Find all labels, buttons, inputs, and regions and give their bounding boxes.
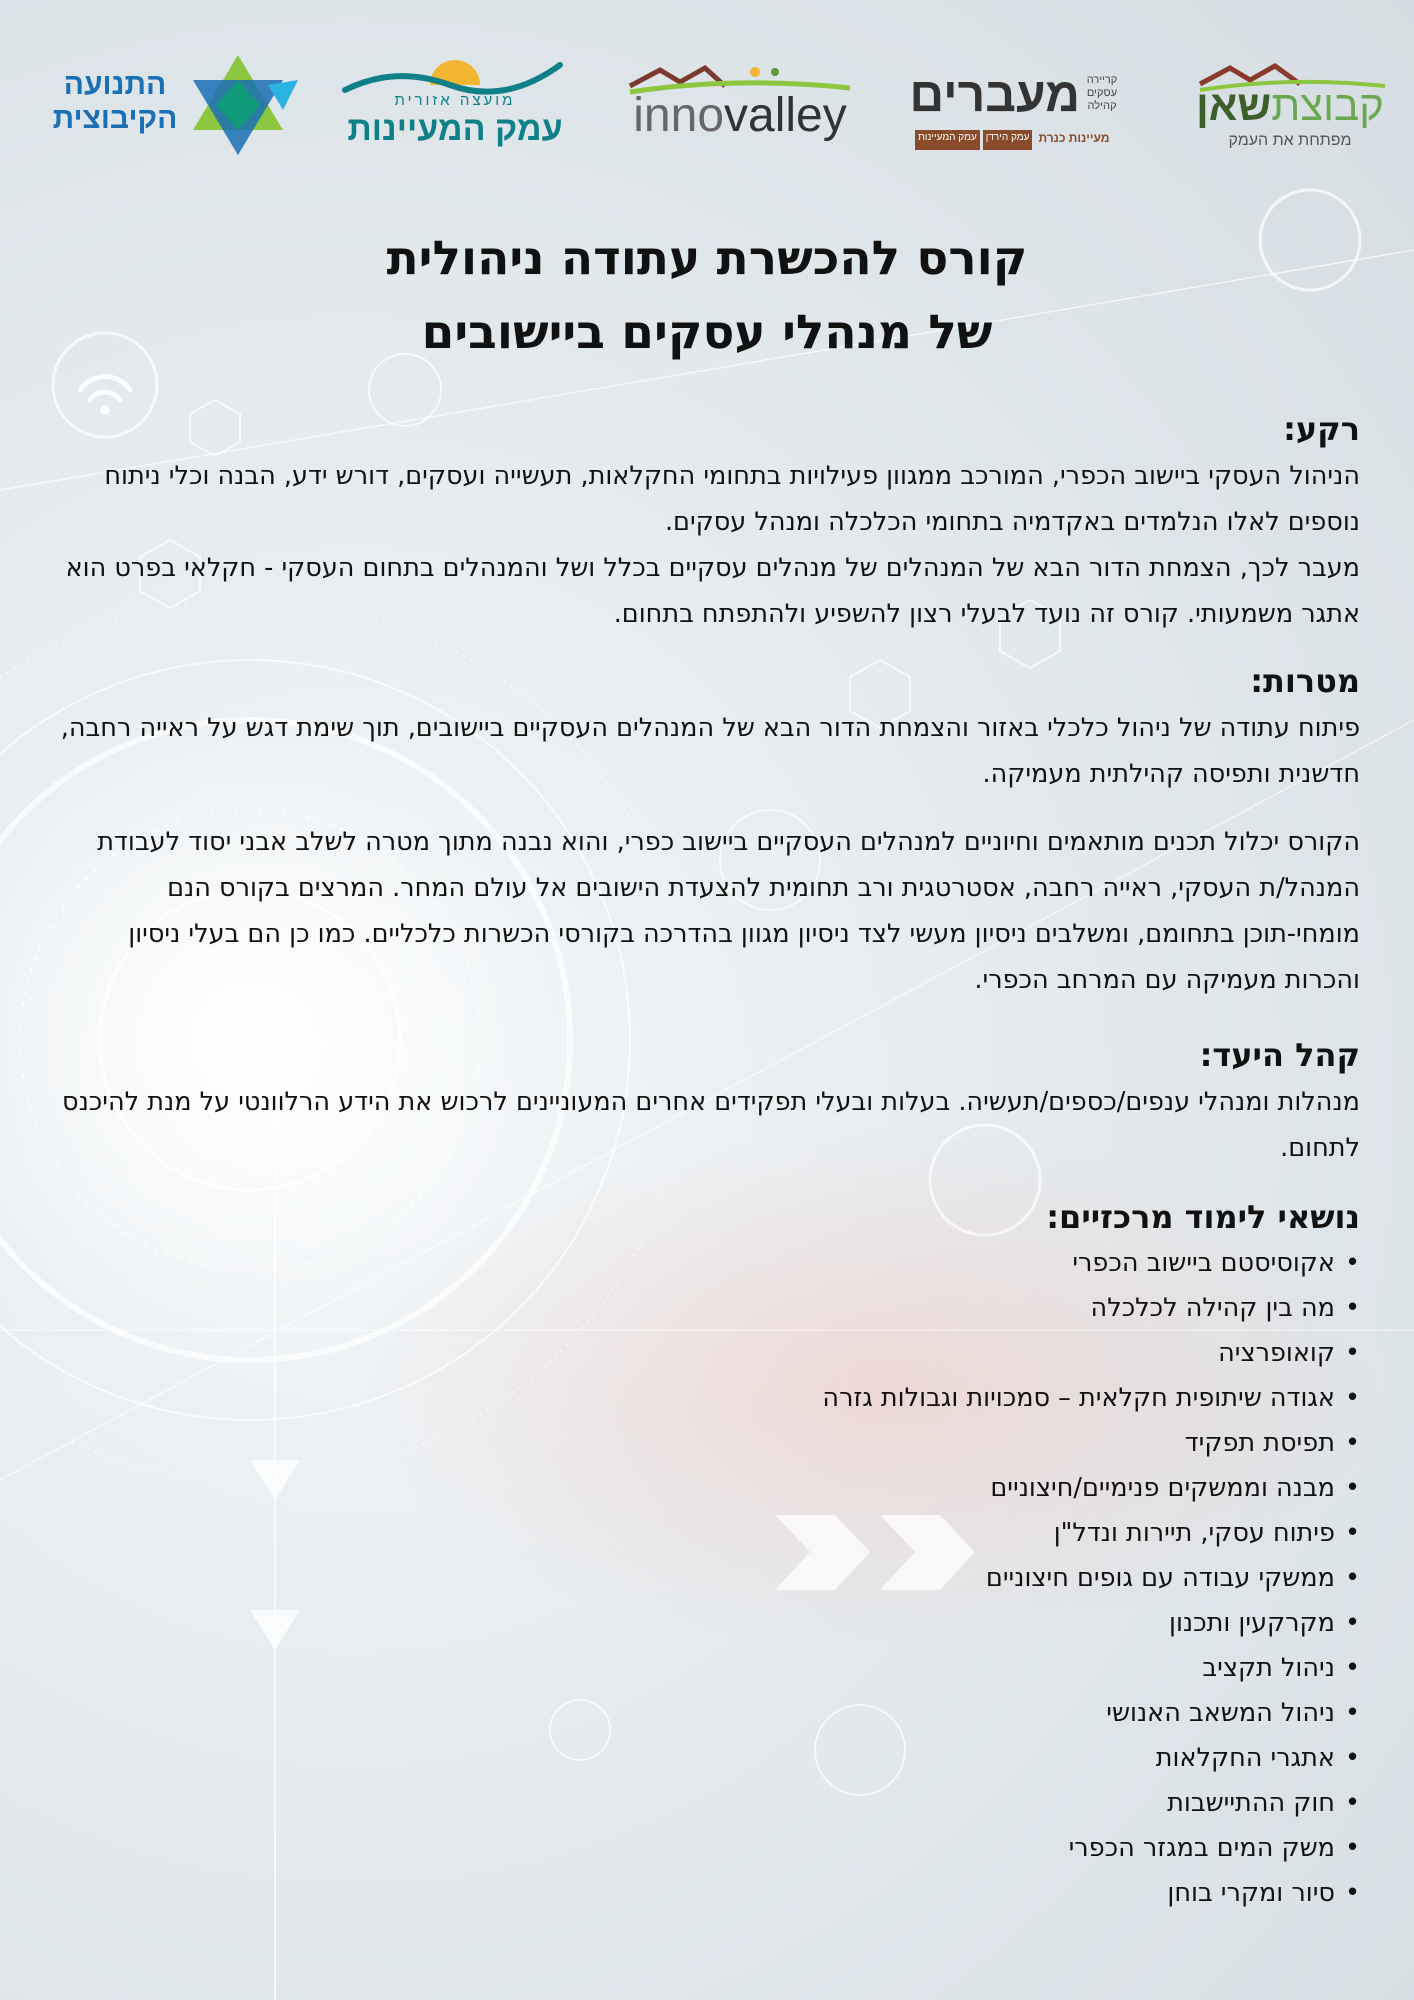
list-item <box>60 1691 1360 1736</box>
section-background-heading: רקע: <box>1283 410 1360 448</box>
logo-innovalley <box>625 40 855 170</box>
list-item-text: ממשקי עבודה עם גופים חיצוניים <box>985 1563 1335 1593</box>
list-item-text: פיתוח עסקי, תיירות ונדל"ן <box>1053 1518 1335 1548</box>
list-item <box>60 1646 1360 1691</box>
bullet-icon: • <box>1344 1563 1360 1593</box>
bullet-icon: • <box>1344 1653 1360 1683</box>
logo-maabarim-strip1: עמק המעיינות <box>915 130 980 150</box>
list-item <box>60 1466 1360 1511</box>
section-goals-paragraph-2: הקורס יכלול תכנים מותאמים וחיוניים למנהלים העסקיים ביישוב כפרי, והוא נבנה מתוך מטרה לשלב אבני יסוד לעבודת המנהל/ת העסקי, ראייה רחבה, אסטרטגית ורב תחומית להצעדת הישובים אל עולם המחר. המרצים בקורס הנם מומחי-תוכן בתחומם, ומשלבים ניסיון מעשי לצד ניסיון מגוון בהדרכה בקורסי הכשרות כלכליים. כמו כן הם בעלי ניסיון והכרות מעמיקה עם המרחב הכפרי. <box>97 827 1360 995</box>
logo-innovalley-part2: valley <box>724 89 847 142</box>
logo-maabarim-name: מעברים <box>909 69 1080 122</box>
bullet-icon: • <box>1344 1383 1360 1413</box>
list-item-text: תפיסת תפקיד <box>1184 1428 1335 1458</box>
logo-kvutzat-shaan <box>1190 40 1390 170</box>
list-item <box>60 1736 1360 1781</box>
logo-emek-hamaayanot <box>335 40 575 170</box>
logo-maabarim-strip3: מעיינות כנרת <box>1038 131 1110 145</box>
list-item <box>60 1826 1360 1871</box>
star-of-david-icon <box>188 50 298 160</box>
list-item-text: סיור ומקרי בוחן <box>1167 1878 1335 1908</box>
list-item <box>60 1286 1360 1331</box>
list-item <box>60 1331 1360 1376</box>
page-title <box>0 222 1414 370</box>
list-item-text: חוק ההתיישבות <box>1167 1788 1335 1818</box>
section-goals-paragraph-1: פיתוח עתודה של ניהול כלכלי באזור והצמחת הדור הבא של המנהלים העסקיים ביישובים, תוך שימת דגש על ראייה רחבה, חדשנית ותפיסה קהילתית מעמיקה. <box>60 713 1360 789</box>
list-item-text: ניהול המשאב האנושי <box>1106 1698 1335 1728</box>
logo-shaan-sub: מפתחת את העמק <box>1228 132 1352 149</box>
section-audience <box>60 1031 1360 1171</box>
bullet-icon: • <box>1344 1248 1360 1278</box>
list-item <box>60 1241 1360 1286</box>
list-item <box>60 1556 1360 1601</box>
list-item-text: משק המים במגזר הכפרי <box>1068 1833 1335 1863</box>
list-item <box>60 1376 1360 1421</box>
logo-emek-top: מועצה אזורית <box>394 92 516 109</box>
section-audience-text: מנהלות ומנהלי ענפים/כספים/תעשיה. בעלות ובעלי תפקידים אחרים המעוניינים לרכוש את הידע הרלוונטי על מנת להיכנס לתחום. <box>62 1087 1360 1163</box>
list-item-text: מבנה וממשקים פנימיים/חיצוניים <box>990 1473 1335 1503</box>
logo-shaan-name2: שאן <box>1196 82 1272 129</box>
section-background-paragraph-2: מעבר לכך, הצמחת הדור הבא של המנהלים של מנהלים עסקיים בכלל ושל והמנהלים בתחום העסקי - חקלאי בפרט הוא אתגר משמעותי. קורס זה נועד לבעלי רצון להשפיע ולהתפתח בתחום. <box>65 553 1360 629</box>
section-goals-heading: מטרות: <box>1250 662 1360 700</box>
list-item <box>60 1421 1360 1466</box>
section-goals <box>60 657 1360 1003</box>
list-item-text: מה בין קהילה לכלכלה <box>1090 1293 1335 1323</box>
list-item <box>60 1781 1360 1826</box>
bullet-icon: • <box>1344 1518 1360 1548</box>
bullet-icon: • <box>1344 1878 1360 1908</box>
list-item-text: ניהול תקציב <box>1202 1653 1335 1683</box>
bullet-icon: • <box>1344 1788 1360 1818</box>
bullet-icon: • <box>1344 1833 1360 1863</box>
list-item-text: אגודה שיתופית חקלאית – סמכויות וגבולות גזרה <box>822 1383 1335 1413</box>
logo-innovalley-part1: inno <box>633 89 725 142</box>
logo-maabarim-strip <box>915 130 1120 150</box>
bullet-icon: • <box>1344 1338 1360 1368</box>
logo-tnua-line1: התנועה <box>63 68 167 101</box>
list-item-text: מקרקעין ותכנון <box>1169 1608 1335 1638</box>
bullet-icon: • <box>1344 1743 1360 1773</box>
logo-emek-name: עמק המעיינות <box>347 110 563 148</box>
list-item-text: אתגרי החקלאות <box>1155 1743 1335 1773</box>
logo-maabarim <box>910 40 1140 170</box>
list-item-text: אקוסיסטם ביישוב הכפרי <box>1072 1248 1335 1278</box>
list-item <box>60 1511 1360 1556</box>
page-title-line2: של מנהלי עסקים ביישובים <box>421 305 993 360</box>
section-background-paragraph-1: הניהול העסקי ביישוב הכפרי, המורכב ממגוון פעילויות בתחומי החקלאות, תעשייה ועסקים, דורש ידע, הבנה וכלי ניתוח נוספים לאלו הנלמדים באקדמיה בתחומי הכלכלה ומנהל עסקים. <box>104 461 1360 537</box>
logo-shaan-name1: קבוצת <box>1271 82 1384 129</box>
main-content <box>60 405 1360 1916</box>
list-item <box>60 1871 1360 1916</box>
list-item-text: קואופרציה <box>1218 1338 1335 1368</box>
logo-tnua-line2: הקיבוצית <box>52 102 178 135</box>
section-topics-heading: נושאי לימוד מרכזיים: <box>1046 1198 1360 1236</box>
logo-maabarim-side: קריירה עסקים קהילה <box>1086 74 1118 112</box>
bullet-icon: • <box>1344 1293 1360 1323</box>
logo-maabarim-strip2: עמק הירדן <box>983 130 1033 150</box>
logo-tnua-kibbutzit <box>40 40 300 170</box>
bullet-icon: • <box>1344 1698 1360 1728</box>
bullet-icon: • <box>1344 1608 1360 1638</box>
list-item <box>60 1601 1360 1646</box>
bullet-icon: • <box>1344 1473 1360 1503</box>
section-background <box>60 405 1360 637</box>
section-topics <box>60 1193 1360 1916</box>
page-title-line1: קורס להכשרת עתודה ניהולית <box>386 231 1028 286</box>
topics-list <box>60 1241 1360 1916</box>
bullet-icon: • <box>1344 1428 1360 1458</box>
logos-row <box>40 40 1384 170</box>
section-audience-heading: קהל היעד: <box>1199 1036 1360 1074</box>
